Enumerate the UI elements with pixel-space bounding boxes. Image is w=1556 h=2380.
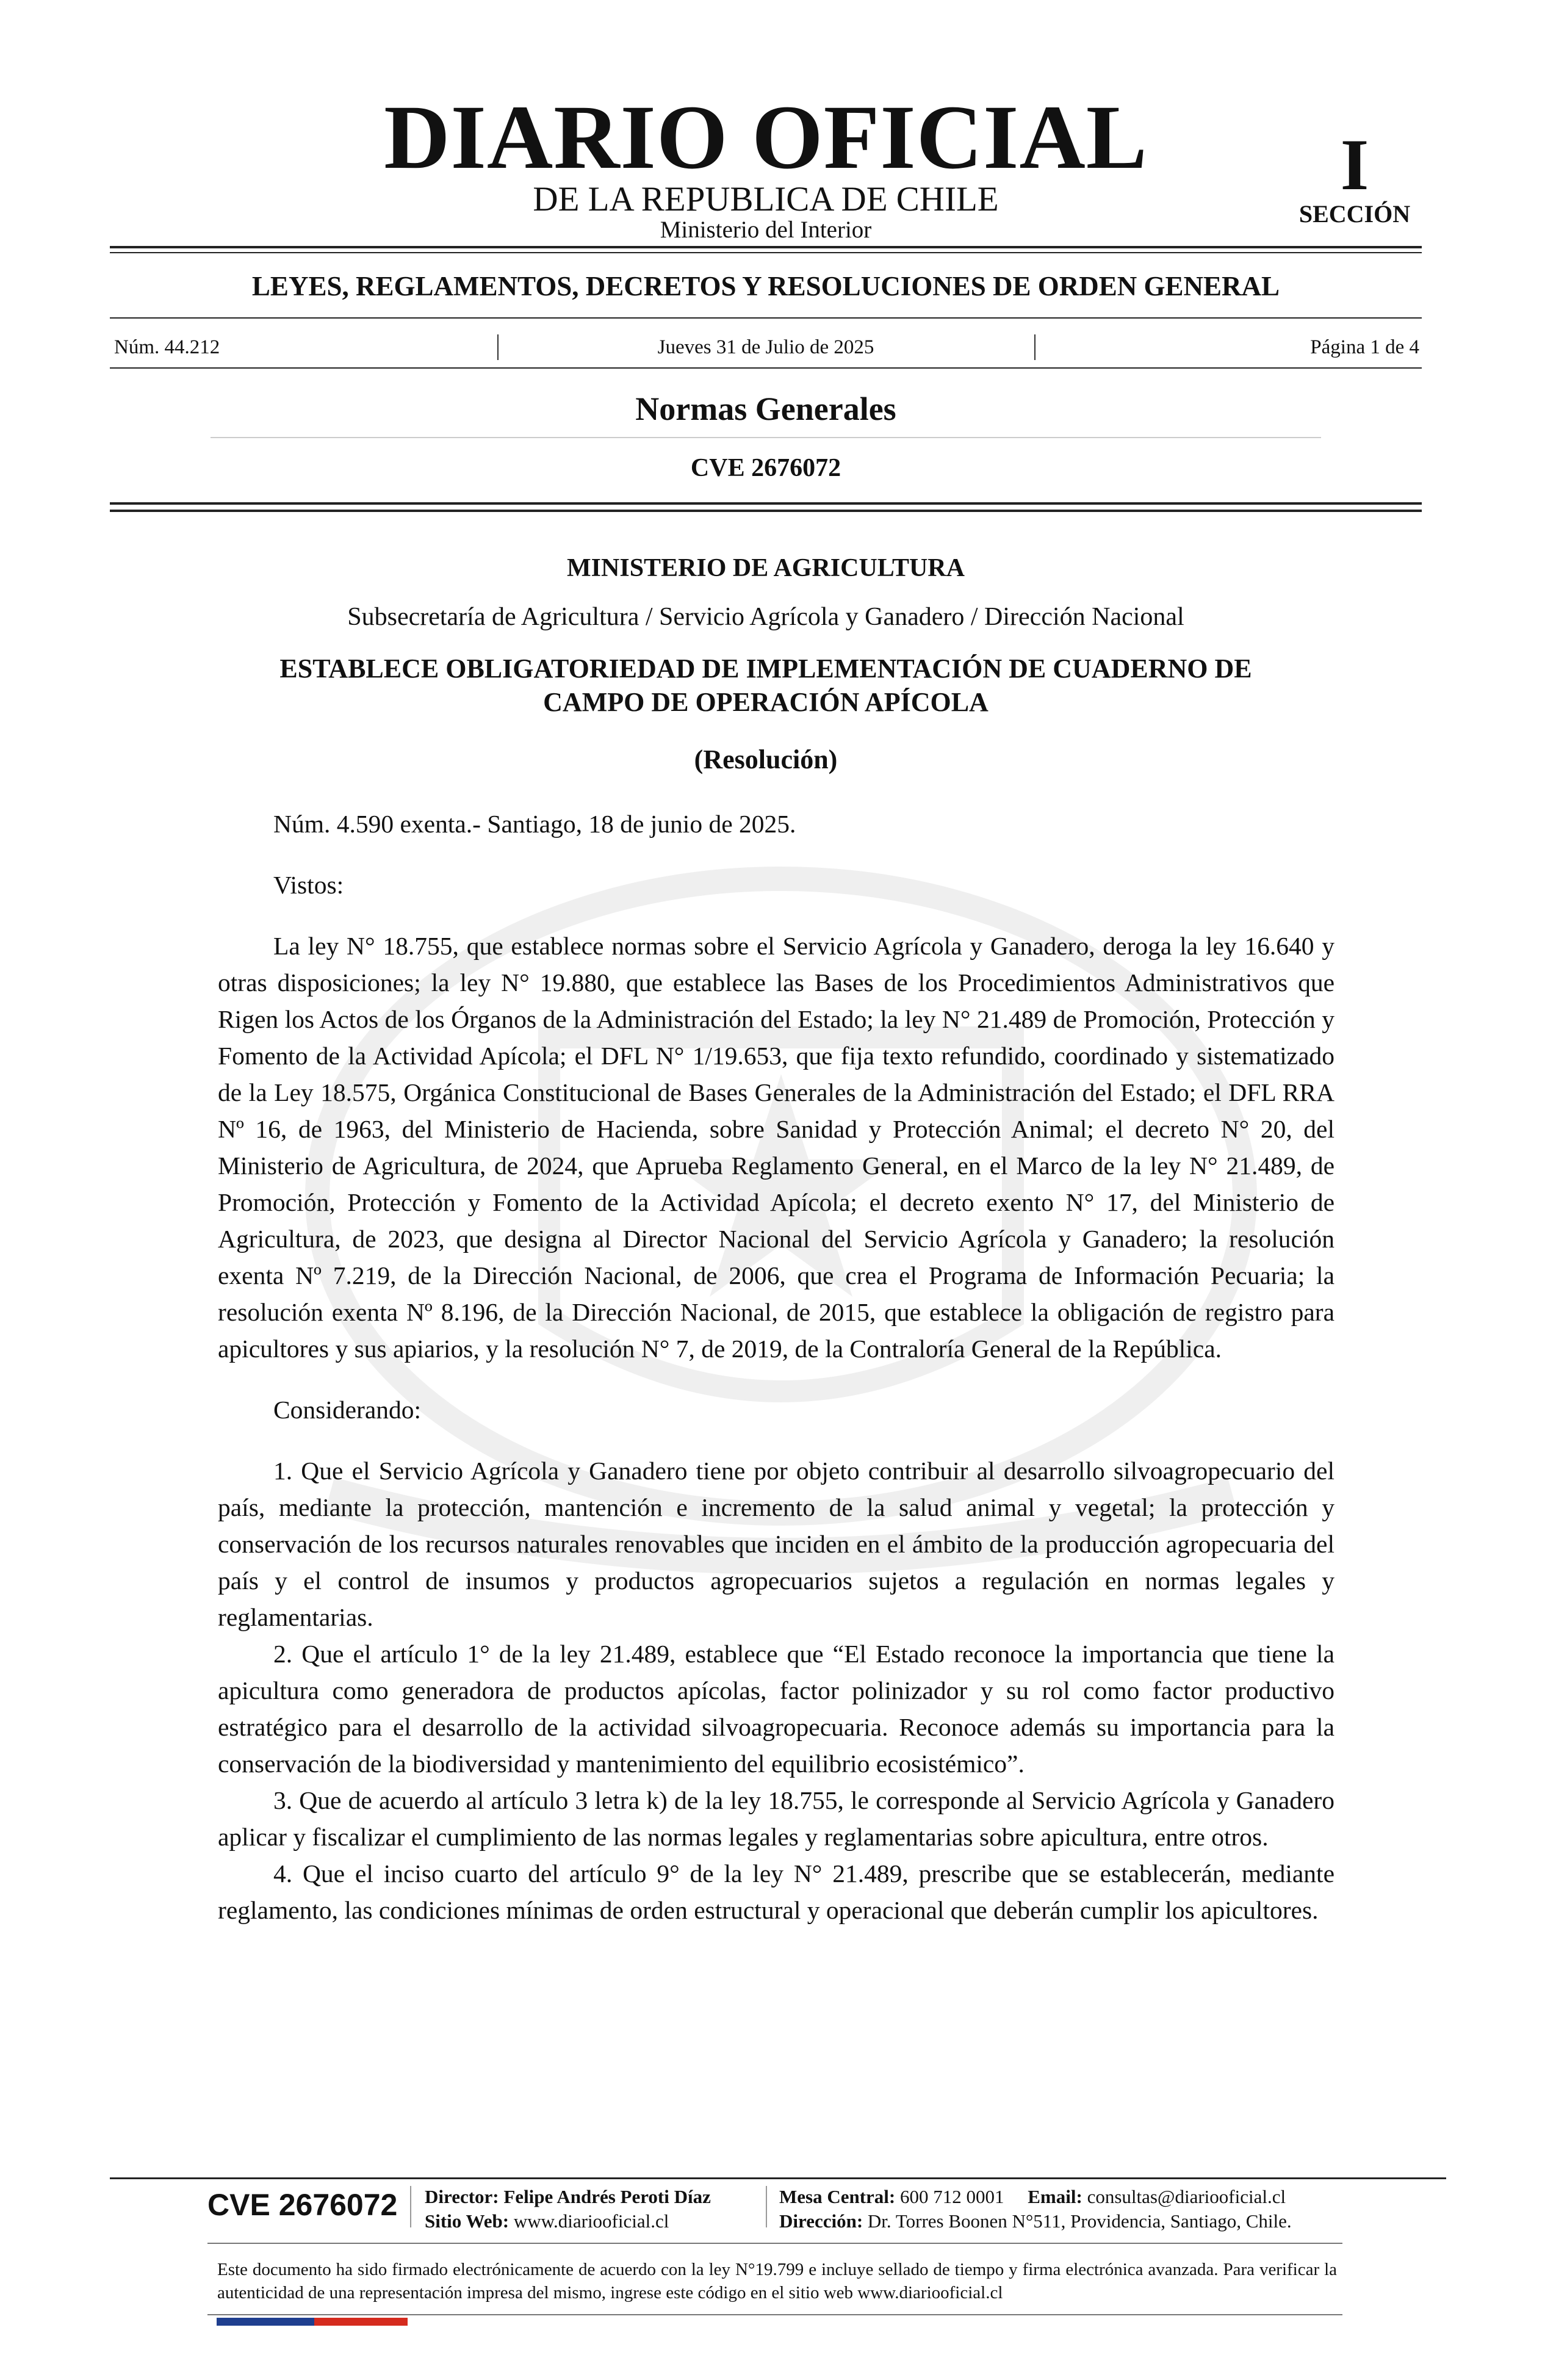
document-subsecretaria: Subsecretaría de Agricultura / Servicio Agrícola y Ganadero / Dirección Nacional [347, 603, 1184, 631]
section-title-rule [211, 437, 1321, 438]
footer-phone: 600 712 0001 [900, 2186, 1004, 2207]
masthead-rule-top [110, 246, 1422, 248]
masthead-rule-top-thin [110, 252, 1422, 253]
footer-signature-note: Este documento ha sido firmado electrónicamente de acuerdo con la ley N°19.799 e incluye sellado de tiempo y firma electrónica avanzada. Para verificar la autenticidad de una representación impresa del mismo, ingrese este código en el sitio web www.diariooficial.cl [217, 2260, 1337, 2302]
footer-separator-1 [410, 2186, 411, 2227]
document-ministry: MINISTERIO DE AGRICULTURA [567, 554, 965, 582]
issue-date: Jueves 31 de Julio de 2025 [657, 336, 874, 358]
footer-address [779, 2209, 1292, 2234]
considerando-label: Considerando: [273, 1396, 422, 1424]
footer-website-link[interactable]: www.diariooficial.cl [513, 2210, 669, 2232]
header-rule-thick-2 [110, 510, 1422, 512]
newspaper-subtitle: DE LA REPUBLICA DE CHILE [533, 180, 999, 218]
considerando-item-3: 3. Que de acuerdo al artículo 3 letra k) de la ley 18.755, le corresponde al Servicio Agrícola y Ganadero aplicar y fiscalizar el cumplimiento de las normas legales y reglamentarias sobre apicultura, entre otros. [218, 1786, 1334, 1851]
category-heading: LEYES, REGLAMENTOS, DECRETOS Y RESOLUCIONES DE ORDEN GENERAL [251, 271, 1280, 301]
document-title-line-2: CAMPO DE OPERACIÓN APÍCOLA [543, 687, 989, 717]
footer-rule-mid [207, 2243, 1342, 2244]
footer-email-link[interactable]: consultas@diariooficial.cl [1087, 2186, 1286, 2207]
flag-blue-segment [217, 2318, 314, 2326]
footer-website-label: Sitio Web: [425, 2210, 510, 2232]
footer-email-label: Email: [1028, 2186, 1082, 2207]
chile-flag-stripe [217, 2318, 408, 2326]
document-title [207, 652, 1324, 719]
cve-code: CVE 2676072 [690, 454, 841, 482]
document-title-line-1: ESTABLECE OBLIGATORIEDAD DE IMPLEMENTACIÓN DE CUADERNO DE [279, 654, 1252, 683]
document-type: (Resolución) [694, 745, 838, 774]
considerando-item-4: 4. Que el inciso cuarto del artículo 9° de la ley N° 21.489, prescribe que se establecerán, mediante reglamento, las condiciones mínimas de orden estructural y operacional que deberán cumplir los apicultores. [218, 1859, 1334, 1924]
footer-cve-code: CVE 2676072 [207, 2188, 398, 2222]
footer-director [425, 2185, 711, 2209]
footer-separator-2 [766, 2186, 767, 2227]
resolution-number-line: Núm. 4.590 exenta.- Santiago, 18 de junio de 2025. [273, 810, 796, 838]
section-title: Normas Generales [635, 391, 896, 427]
header-rule-thick [110, 502, 1422, 505]
footer-phone-label: Mesa Central: [779, 2186, 896, 2207]
footer-rule-bottom [207, 2314, 1342, 2315]
vistos-paragraph: La ley N° 18.755, que establece normas sobre el Servicio Agrícola y Ganadero, deroga la ley 16.640 y otras disposiciones; la ley N° 19.880, que establece las Bases de los Procedimientos Administrativos que Rigen los Actos de los Órganos de la Administración del Estado; la ley N° 21.489 de Promoción, Protección y Fomento de la Actividad Apícola; el DFL N° 1/19.653, que fija texto refundido, coordinado y sistematizado de la Ley 18.575, Orgánica Constitucional de Bases Generales de la Administración del Estado; el DFL RRA Nº 16, de 1963, del Ministerio de Hacienda, sobre Sanidad y Protección Animal; el decreto N° 20, del Ministerio de Agricultura, de 2024, que Aprueba Reglamento General, en el Marco de la ley N° 21.489, de Promoción, Protección y Fomento de la Actividad Apícola; el decreto exento N° 17, del Ministerio de Agricultura, de 2023, que designa al Director Nacional del Servicio Agrícola y Ganadero; la resolución exenta Nº 7.219, de la Dirección Nacional, de 2006, que crea el Programa de Información Pecuaria; la resolución exenta Nº 8.196, de la Dirección Nacional, de 2015, que establece la obligación de registro para apicultores y sus apiarios, y la resolución N° 7, de 2019, de la Contraloría General de la República. [218, 932, 1334, 1363]
vistos-label: Vistos: [273, 871, 344, 899]
considerando-item-1: 1. Que el Servicio Agrícola y Ganadero tiene por objeto contribuir al desarrollo silvoagropecuario del país, mediante la protección, mantención e incremento de la salud animal y vegetal; la protección y conservación de los recursos naturales renovables que inciden en el ámbito de la producción agropecuaria del país y el control de insumos y productos agropecuarios sujetos a regulación en normas legales y reglamentarias. [218, 1457, 1334, 1631]
section-label: SECCIÓN [1298, 200, 1411, 228]
document-body [218, 806, 1334, 1928]
issue-separator-2 [1034, 334, 1036, 360]
section-number: I [1340, 124, 1369, 205]
footer-address-label: Dirección: [779, 2210, 863, 2232]
footer-website [425, 2209, 669, 2234]
newspaper-ministry: Ministerio del Interior [660, 217, 872, 243]
footer-contact [779, 2185, 1286, 2209]
page-indicator: Página 1 de 4 [1310, 336, 1419, 358]
issue-rule-bottom [110, 367, 1422, 369]
considerando-item-2: 2. Que el artículo 1° de la ley 21.489, establece que “El Estado reconoce la importancia que tiene la apicultura como generadora de productos apícolas, factor polinizador y su rol como factor productivo estratégico para el desarrollo de la actividad silvoagropecuaria. Reconoce además su importancia para la conservación de la biodiversidad y mantenimiento del equilibrio ecosistémico”. [218, 1640, 1334, 1778]
issue-rule-top [110, 317, 1422, 319]
flag-red-segment [314, 2318, 408, 2326]
footer-rule-top [110, 2177, 1446, 2179]
newspaper-title: DIARIO OFICIAL [384, 87, 1148, 188]
footer-director-name: Felipe Andrés Peroti Díaz [503, 2186, 711, 2207]
footer-director-label: Director: [425, 2186, 499, 2207]
issue-number: Núm. 44.212 [114, 336, 220, 358]
footer-address-text: Dr. Torres Boonen N°511, Providencia, Santiago, Chile. [867, 2210, 1292, 2232]
